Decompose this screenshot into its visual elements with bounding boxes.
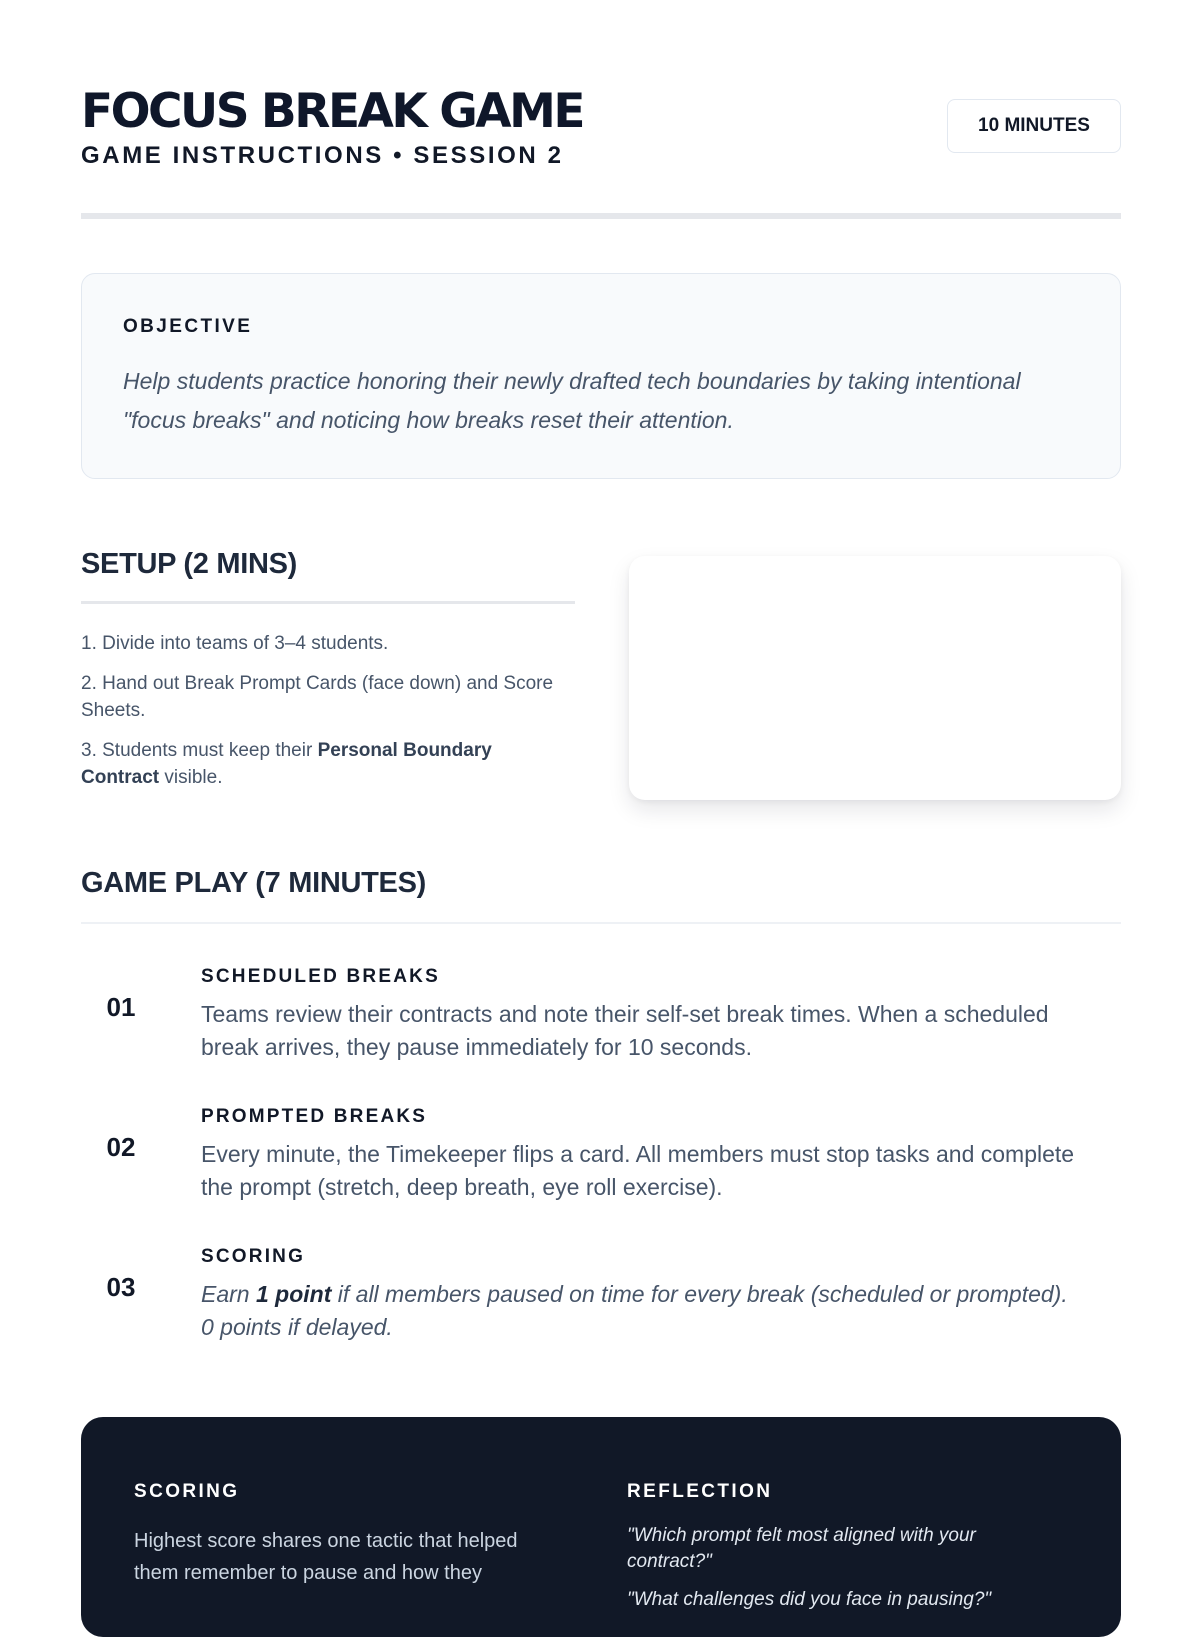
reflection-question: "What challenges did you face in pausing?" [627,1589,992,1610]
gameplay-step [81,964,1121,1104]
header-divider [81,213,1121,219]
reflection-questions [627,1523,1057,1625]
step-number: 02 [106,1132,136,1162]
step-number: 03 [106,1272,136,1302]
footer-reflection-title: REFLECTION [627,1481,773,1502]
objective-text: Help students practice honoring their newly drafted tech boundaries by taking intentional "focus breaks" and noticing how breaks reset their attention. [123,368,1021,433]
setup-item-emphasis: Personal Boundary Contract [81,740,492,788]
footer-scoring-title: SCORING [134,1481,240,1502]
step-text-part: Earn [201,1281,256,1307]
reflection-question: "Which prompt felt most aligned with your contract?" [627,1525,976,1572]
header [81,84,1121,184]
gameplay-title: GAME PLAY (7 MINUTES) [81,867,426,899]
setup-item-text: 3. Students must keep their [81,740,318,761]
gameplay-step [81,1244,1121,1384]
gameplay-steps [81,964,1121,1384]
objective-label: OBJECTIVE [123,316,253,337]
setup-item: 1. Divide into teams of 3–4 students. [81,633,389,654]
page-title: FOCUS BREAK GAME [81,84,584,139]
step-text-emphasis: 1 point [255,1281,332,1307]
setup-divider [81,601,575,604]
footer-panel [81,1417,1121,1637]
setup-image-card [629,556,1121,800]
setup-item-text: visible. [159,767,223,788]
setup-item [81,737,561,791]
setup-section [81,548,575,804]
duration-badge: 10 MINUTES [947,99,1121,153]
page-subtitle: GAME INSTRUCTIONS • SESSION 2 [81,142,564,169]
step-text-part: if all members paused on time for every break (scheduled or prompted). 0 points if delayed. [201,1281,1068,1340]
step-title: SCHEDULED BREAKS [201,966,440,987]
step-text: Teams review their contracts and note their self-set break times. When a scheduled break arrives, they pause immediately for 10 seconds. [201,1001,1049,1060]
setup-list [81,630,575,791]
gameplay-step [81,1104,1121,1244]
objective-card [81,273,1121,479]
step-text: Every minute, the Timekeeper flips a card. All members must stop tasks and complete the prompt (stretch, deep breath, eye roll exercise). [201,1141,1075,1200]
step-title: PROMPTED BREAKS [201,1106,428,1127]
gameplay-section [81,867,1121,1384]
step-title: SCORING [201,1246,306,1267]
step-number: 01 [106,992,136,1022]
gameplay-divider [81,922,1121,924]
setup-item: 2. Hand out Break Prompt Cards (face down) and Score Sheets. [81,673,554,721]
setup-title: SETUP (2 MINS) [81,548,298,580]
step-text [201,1278,1081,1344]
footer-scoring-text: Highest score shares one tactic that helped them remember to pause and how they [134,1530,518,1584]
